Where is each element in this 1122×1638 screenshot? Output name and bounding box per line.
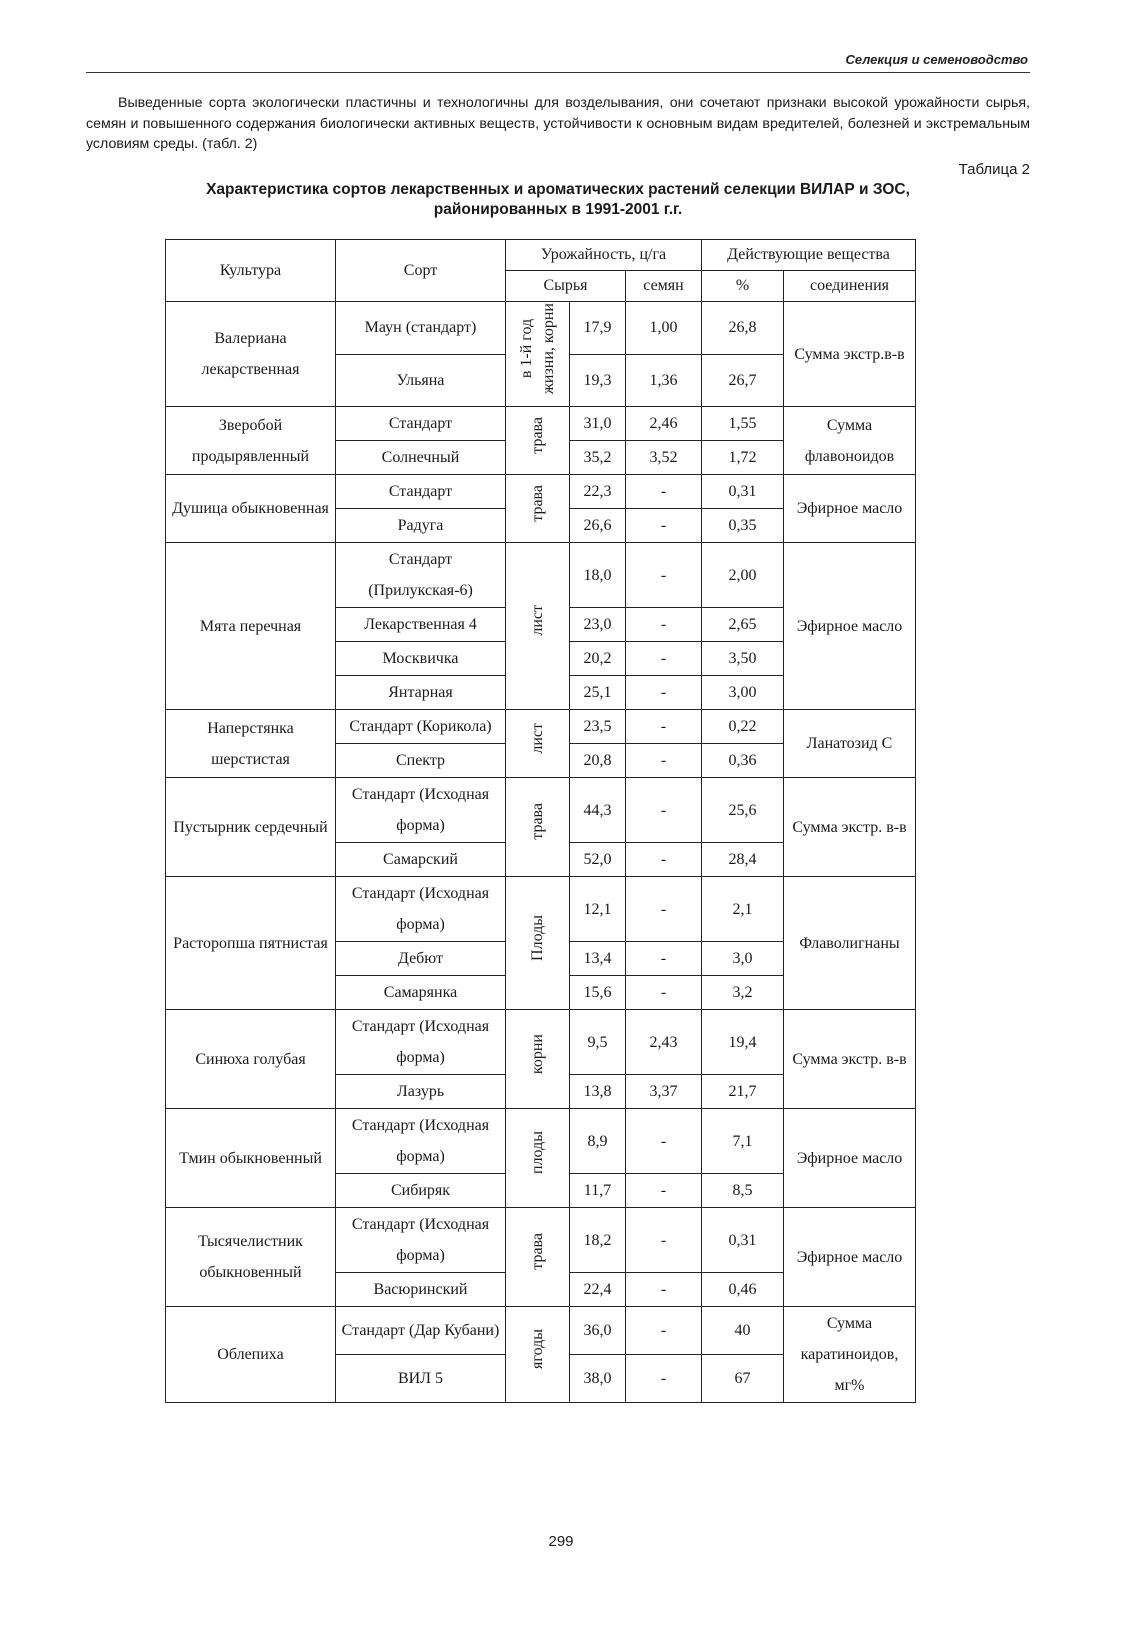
table-row <box>166 710 916 744</box>
percent-cell: 0,31 <box>702 1208 784 1273</box>
header-active-substances: Действующие вещества <box>702 240 916 271</box>
plant-part-label: Плоды <box>528 914 546 961</box>
percent-cell: 7,1 <box>702 1109 784 1174</box>
variety-cell: Стандарт <box>336 407 506 441</box>
percent-cell: 0,46 <box>702 1273 784 1307</box>
percent-cell: 3,0 <box>702 942 784 976</box>
header-variety: Сорт <box>336 240 506 302</box>
table-body <box>166 302 916 1403</box>
variety-cell: Стандарт (Исходная форма) <box>336 778 506 843</box>
variety-cell: Стандарт (Исходная форма) <box>336 1010 506 1075</box>
variety-cell: Лекарственная 4 <box>336 608 506 642</box>
page-number: 299 <box>548 1533 574 1550</box>
percent-cell: 67 <box>702 1355 784 1403</box>
culture-cell: Облепиха <box>166 1307 336 1403</box>
percent-cell: 21,7 <box>702 1075 784 1109</box>
compound-cell: Эфирное масло <box>784 1208 916 1307</box>
plant-part-label: трава <box>528 484 546 522</box>
compound-cell: Эфирное масло <box>784 543 916 710</box>
percent-cell: 40 <box>702 1307 784 1355</box>
table-row <box>166 1010 916 1075</box>
table-title-line: районированных в 1991-2001 г.г. <box>433 201 683 218</box>
percent-cell: 0,35 <box>702 509 784 543</box>
header-culture: Культура <box>166 240 336 302</box>
variety-cell: Стандарт <box>336 475 506 509</box>
plant-part-cell <box>506 1010 570 1109</box>
seed-yield-cell: - <box>626 976 702 1010</box>
compound-cell: Сумма экстр. в-в <box>784 778 916 877</box>
seed-yield-cell: - <box>626 778 702 843</box>
seed-yield-cell: - <box>626 1307 702 1355</box>
seed-yield-cell: - <box>626 642 702 676</box>
seed-yield-cell: - <box>626 543 702 608</box>
table-row <box>166 1109 916 1174</box>
plant-part-cell <box>506 1208 570 1307</box>
plant-part-cell <box>506 710 570 778</box>
raw-yield-cell: 15,6 <box>570 976 626 1010</box>
percent-cell: 0,31 <box>702 475 784 509</box>
seed-yield-cell: 3,52 <box>626 441 702 475</box>
variety-cell: Стандарт (Корикола) <box>336 710 506 744</box>
raw-yield-cell: 31,0 <box>570 407 626 441</box>
seed-yield-cell: - <box>626 1208 702 1273</box>
raw-yield-cell: 20,8 <box>570 744 626 778</box>
raw-yield-cell: 12,1 <box>570 877 626 942</box>
header-percent: % <box>702 271 784 302</box>
variety-cell: Дебют <box>336 942 506 976</box>
seed-yield-cell: - <box>626 475 702 509</box>
raw-yield-cell: 13,8 <box>570 1075 626 1109</box>
table-row <box>166 1208 916 1273</box>
table-row <box>166 1307 916 1355</box>
raw-yield-cell: 52,0 <box>570 843 626 877</box>
seed-yield-cell: - <box>626 877 702 942</box>
variety-cell: Стандарт (Исходная форма) <box>336 1109 506 1174</box>
percent-cell: 2,1 <box>702 877 784 942</box>
raw-yield-cell: 36,0 <box>570 1307 626 1355</box>
raw-yield-cell: 11,7 <box>570 1174 626 1208</box>
variety-cell: Радуга <box>336 509 506 543</box>
plant-part-cell <box>506 302 570 407</box>
percent-cell: 19,4 <box>702 1010 784 1075</box>
percent-cell: 2,00 <box>702 543 784 608</box>
percent-cell: 8,5 <box>702 1174 784 1208</box>
compound-cell: Флаволигнаны <box>784 877 916 1010</box>
culture-cell: Расторопша пятнистая <box>166 877 336 1010</box>
plant-part-cell <box>506 475 570 543</box>
seed-yield-cell: - <box>626 744 702 778</box>
header-rule <box>86 72 1030 73</box>
compound-cell: Эфирное масло <box>784 475 916 543</box>
raw-yield-cell: 35,2 <box>570 441 626 475</box>
plant-part-cell <box>506 778 570 877</box>
percent-cell: 3,2 <box>702 976 784 1010</box>
raw-yield-cell: 22,3 <box>570 475 626 509</box>
seed-yield-cell: - <box>626 1109 702 1174</box>
seed-yield-cell: 1,00 <box>626 302 702 355</box>
compound-cell: Сумма экстр. в-в <box>784 1010 916 1109</box>
raw-yield-cell: 20,2 <box>570 642 626 676</box>
table-row <box>166 877 916 942</box>
percent-cell: 0,36 <box>702 744 784 778</box>
seed-yield-cell: - <box>626 942 702 976</box>
variety-cell: Ульяна <box>336 354 506 407</box>
percent-cell: 26,8 <box>702 302 784 355</box>
raw-yield-cell: 44,3 <box>570 778 626 843</box>
plant-part-label: ягоды <box>528 1329 546 1370</box>
plant-part-cell <box>506 407 570 475</box>
raw-yield-cell: 18,2 <box>570 1208 626 1273</box>
plant-part-label: лист <box>528 722 546 754</box>
variety-cell: Самарянка <box>336 976 506 1010</box>
seed-yield-cell: - <box>626 843 702 877</box>
seed-yield-cell: - <box>626 1174 702 1208</box>
header-raw: Сырья <box>506 271 626 302</box>
table-row <box>166 543 916 608</box>
plant-part-label: лист <box>528 605 546 636</box>
plant-part-label: трава <box>528 1233 546 1271</box>
percent-cell: 26,7 <box>702 354 784 407</box>
table-row <box>166 407 916 441</box>
compound-cell: Эфирное масло <box>784 1109 916 1208</box>
percent-cell: 3,00 <box>702 676 784 710</box>
seed-yield-cell: 2,46 <box>626 407 702 441</box>
header-compounds: соединения <box>784 271 916 302</box>
culture-cell: Пустырник сердечный <box>166 778 336 877</box>
variety-cell: Сибиряк <box>336 1174 506 1208</box>
raw-yield-cell: 25,1 <box>570 676 626 710</box>
header-yield: Урожайность, ц/га <box>506 240 702 271</box>
culture-cell: Мята перечная <box>166 543 336 710</box>
seed-yield-cell: - <box>626 1273 702 1307</box>
variety-cell: Спектр <box>336 744 506 778</box>
raw-yield-cell: 23,5 <box>570 710 626 744</box>
raw-yield-cell: 23,0 <box>570 608 626 642</box>
variety-cell: Москвичка <box>336 642 506 676</box>
percent-cell: 1,72 <box>702 441 784 475</box>
plant-part-label: плоды <box>528 1131 546 1175</box>
culture-cell: Тысячелистник обыкновенный <box>166 1208 336 1307</box>
seed-yield-cell: - <box>626 608 702 642</box>
plant-part-label: трава <box>528 416 546 454</box>
raw-yield-cell: 38,0 <box>570 1355 626 1403</box>
running-header: Селекция и семеноводство <box>845 52 1028 67</box>
raw-yield-cell: 17,9 <box>570 302 626 355</box>
culture-cell: Синюха голубая <box>166 1010 336 1109</box>
intro-paragraph: Выведенные сорта экологически пластичны и технологичны для возделывания, они сочетают признаки высокой урожайности сырья, семян и повышенного содержания биологически активных веществ, устойчивости к основным видам вредителей, болезней и экстремальным условиям среды. (табл. 2) <box>86 95 1030 152</box>
raw-yield-cell: 13,4 <box>570 942 626 976</box>
table-label: Таблица 2 <box>958 161 1030 178</box>
plant-part-label: корни <box>528 1033 546 1074</box>
plant-part-cell <box>506 1307 570 1403</box>
variety-cell: Стандарт (Исходная форма) <box>336 877 506 942</box>
raw-yield-cell: 19,3 <box>570 354 626 407</box>
seed-yield-cell: 1,36 <box>626 354 702 407</box>
plant-part-cell <box>506 877 570 1010</box>
seed-yield-cell: 2,43 <box>626 1010 702 1075</box>
percent-cell: 1,55 <box>702 407 784 441</box>
seed-yield-cell: 3,37 <box>626 1075 702 1109</box>
percent-cell: 25,6 <box>702 778 784 843</box>
culture-cell: Зверобой продырявленный <box>166 407 336 475</box>
seed-yield-cell: - <box>626 676 702 710</box>
percent-cell: 28,4 <box>702 843 784 877</box>
variety-cell: Стандарт (Исходная форма) <box>336 1208 506 1273</box>
culture-cell: Наперстянка шерстистая <box>166 710 336 778</box>
variety-cell: Янтарная <box>336 676 506 710</box>
table-title <box>86 180 1030 220</box>
variety-cell: Самарский <box>336 843 506 877</box>
variety-cell: Стандарт (Прилукская-6) <box>336 543 506 608</box>
compound-cell: Ланатозид С <box>784 710 916 778</box>
raw-yield-cell: 8,9 <box>570 1109 626 1174</box>
plant-part-label: в 1-й год жизни, корни <box>517 303 557 395</box>
plant-part-cell <box>506 1109 570 1208</box>
seed-yield-cell: - <box>626 1355 702 1403</box>
seed-yield-cell: - <box>626 710 702 744</box>
raw-yield-cell: 22,4 <box>570 1273 626 1307</box>
variety-cell: Васюринский <box>336 1273 506 1307</box>
variety-cell: Маун (стандарт) <box>336 302 506 355</box>
header-seeds: семян <box>626 271 702 302</box>
percent-cell: 2,65 <box>702 608 784 642</box>
table-row <box>166 302 916 355</box>
compound-cell: Сумма экстр.в-в <box>784 302 916 407</box>
percent-cell: 0,22 <box>702 710 784 744</box>
variety-cell: Солнечный <box>336 441 506 475</box>
varieties-table <box>165 239 916 1403</box>
compound-cell: Сумма каратиноидов, мг% <box>784 1307 916 1403</box>
table-row <box>166 475 916 509</box>
percent-cell: 3,50 <box>702 642 784 676</box>
culture-cell: Душица обыкновенная <box>166 475 336 543</box>
table-title-line: Характеристика сортов лекарственных и ароматических растений селекции ВИЛАР и ЗОС, <box>206 181 910 198</box>
variety-cell: Лазурь <box>336 1075 506 1109</box>
raw-yield-cell: 18,0 <box>570 543 626 608</box>
plant-part-label: трава <box>528 803 546 841</box>
seed-yield-cell: - <box>626 509 702 543</box>
raw-yield-cell: 26,6 <box>570 509 626 543</box>
culture-cell: Тмин обыкновенный <box>166 1109 336 1208</box>
variety-cell: Стандарт (Дар Кубани) <box>336 1307 506 1355</box>
culture-cell: Валериана лекарственная <box>166 302 336 407</box>
raw-yield-cell: 9,5 <box>570 1010 626 1075</box>
variety-cell: ВИЛ 5 <box>336 1355 506 1403</box>
compound-cell: Сумма флавоноидов <box>784 407 916 475</box>
table-row <box>166 778 916 843</box>
plant-part-cell <box>506 543 570 710</box>
